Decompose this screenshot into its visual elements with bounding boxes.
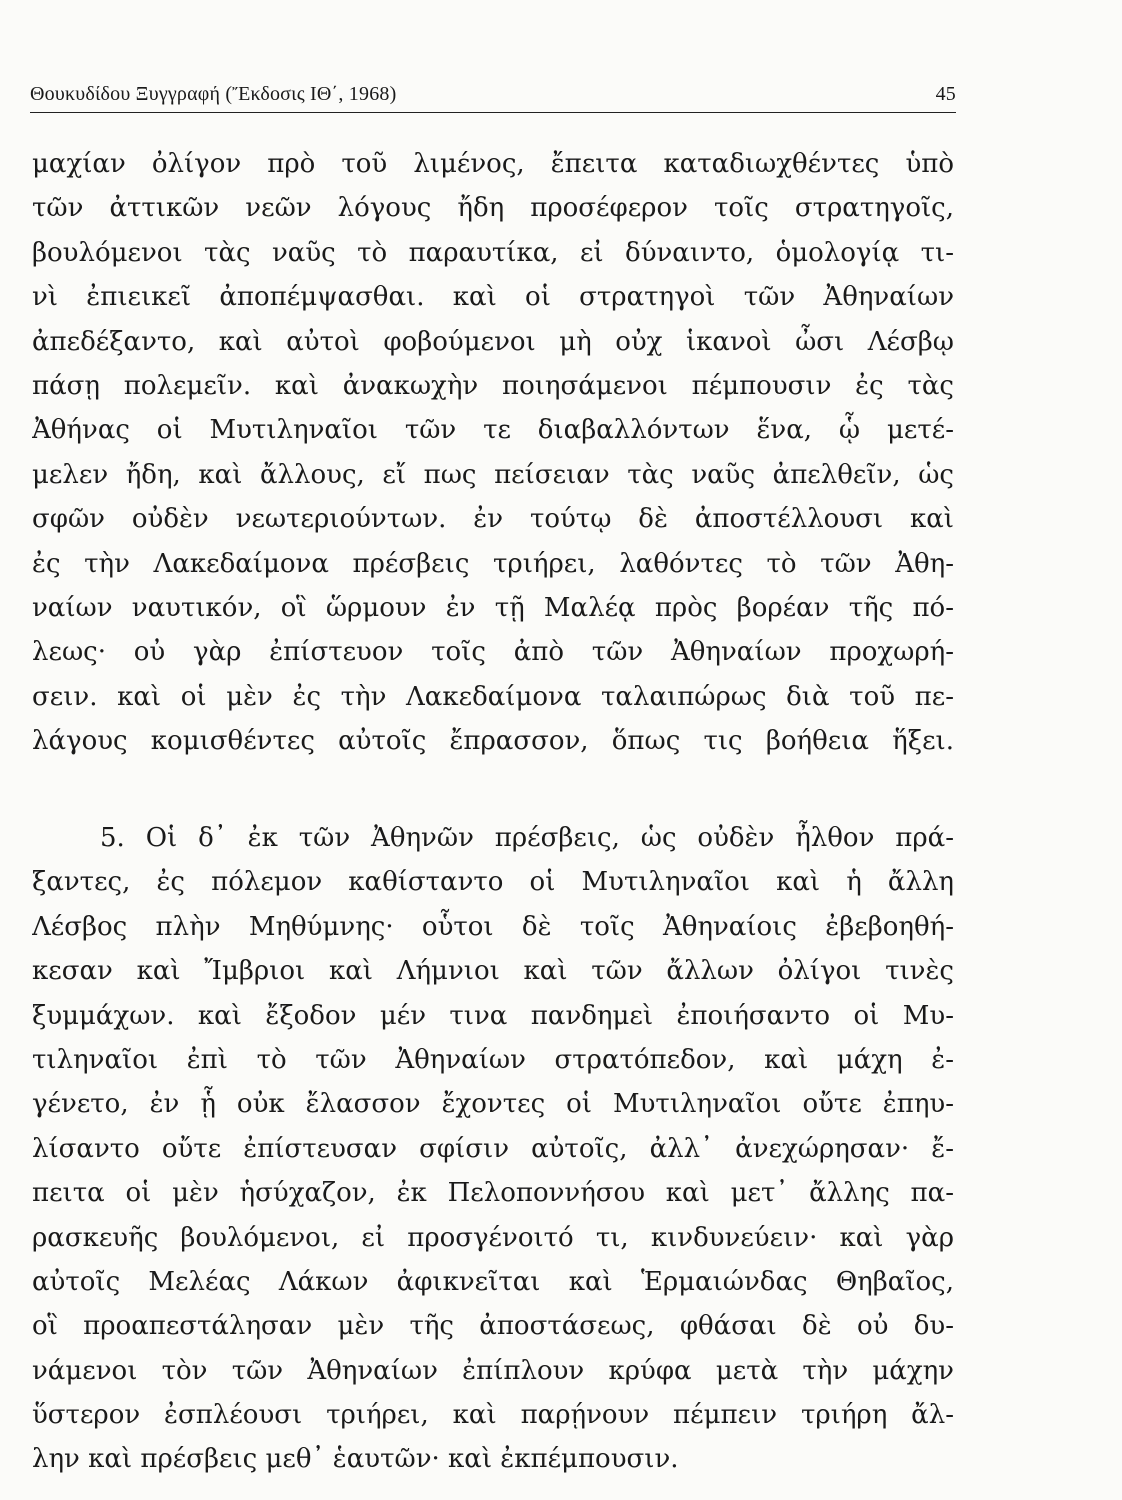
text-line: πειτα οἱ μὲν ἡσύχαζον, ἐκ Πελοποννήσου καὶ μετ᾽ ἄλλης πα- [32, 1178, 954, 1209]
text-line: ξαντες, ἐς πόλεμον καθίσταντο οἱ Μυτιληναῖοι καὶ ἡ ἄλλη [32, 867, 954, 898]
text-line: πάσῃ πολεμεῖν. καὶ ἀνακωχὴν ποιησάμενοι πέμπουσιν ἐς τὰς [32, 370, 954, 401]
text-line: ἐς τὴν Λακεδαίμονα πρέσβεις τριήρει, λαθόντες τὸ τῶν Ἀθη- [32, 548, 954, 579]
text-line: ρασκευῆς βουλόμενοι, εἰ προσγένοιτό τι, κινδυνεύειν· καὶ γὰρ [32, 1222, 954, 1253]
header-rule [30, 112, 956, 113]
text-line: μελεν ἤδη, καὶ ἄλλους, εἴ πως πείσειαν τὰς ναῦς ἀπελθεῖν, ὡς [32, 459, 954, 490]
text-line: ἀπεδέξαντο, καὶ αὐτοὶ φοβούμενοι μὴ οὐχ ἱκανοὶ ὦσι Λέσβῳ [32, 326, 954, 357]
text-line: λάγους κομισθέντες αὐτοῖς ἔπρασσον, ὅπως τις βοήθεια ἥξει. [32, 726, 954, 757]
running-header [30, 78, 956, 106]
text-line: βουλόμενοι τὰς ναῦς τὸ παραυτίκα, εἰ δύναιντο, ὁμολογίᾳ τι- [32, 237, 954, 268]
text-line: ὕστερον ἐσπλέουσι τριήρει, καὶ παρῄνουν πέμπειν τριήρη ἄλ- [32, 1400, 954, 1431]
text-line: Ἀθήνας οἱ Μυτιληναῖοι τῶν τε διαβαλλόντων ἕνα, ᾧ μετέ- [32, 415, 954, 446]
text-line-final: λην καὶ πρέσβεις μεθ᾽ ἑαυτῶν· καὶ ἐκπέμπουσιν. [32, 1444, 679, 1475]
paragraph-chapter-5 [32, 816, 954, 1482]
text-line: αὐτοῖς Μελέας Λάκων ἀφικνεῖται καὶ Ἑρμαιώνδας Θηβαῖος, [32, 1266, 954, 1297]
header-title: Θουκυδίδου Ξυγγραφή (Ἔκδοσις ΙΘ΄, 1968) [30, 83, 397, 105]
text-line: νὶ ἐπιεικεῖ ἀποπέμψασθαι. καὶ οἱ στρατηγοὶ τῶν Ἀθηναίων [32, 282, 954, 313]
paragraph-continued [32, 142, 954, 763]
text-line: τιληναῖοι ἐπὶ τὸ τῶν Ἀθηναίων στρατόπεδον, καὶ μάχη ἐ- [32, 1044, 954, 1075]
page-number: 45 [935, 83, 956, 105]
text-line-chapter-start: 5. Οἱ δ᾽ ἐκ τῶν Ἀθηνῶν πρέσβεις, ὡς οὐδὲν ἦλθον πρά- [100, 823, 954, 853]
text-line: Λέσβος πλὴν Μηθύμνης· οὗτοι δὲ τοῖς Ἀθηναίοις ἐβεβοηθή- [32, 911, 954, 942]
text-line: σφῶν οὐδὲν νεωτεριούντων. ἐν τούτῳ δὲ ἀποστέλλουσι καὶ [32, 504, 954, 535]
text-line: κεσαν καὶ Ἴμβριοι καὶ Λήμνιοι καὶ τῶν ἄλλων ὀλίγοι τινὲς [32, 956, 954, 987]
text-line: νάμενοι τὸν τῶν Ἀθηναίων ἐπίπλουν κρύφα μετὰ τὴν μάχην [32, 1355, 954, 1386]
text-line: γένετο, ἐν ᾗ οὐκ ἔλασσον ἔχοντες οἱ Μυτιληναῖοι οὔτε ἐπηυ- [32, 1089, 954, 1120]
text-line: μαχίαν ὀλίγον πρὸ τοῦ λιμένος, ἔπειτα καταδιωχθέντες ὑπὸ [32, 149, 954, 179]
text-line: σειν. καὶ οἱ μὲν ἐς τὴν Λακεδαίμονα ταλαιπώρως διὰ τοῦ πε- [32, 681, 954, 712]
text-line: λεως· οὐ γὰρ ἐπίστευον τοῖς ἀπὸ τῶν Ἀθηναίων προχωρή- [32, 637, 954, 668]
text-line: οἳ προαπεστάλησαν μὲν τῆς ἀποστάσεως, φθάσαι δὲ οὐ δυ- [32, 1311, 954, 1342]
text-line: ναίων ναυτικόν, οἳ ὥρμουν ἐν τῇ Μαλέᾳ πρὸς βορέαν τῆς πό- [32, 592, 954, 623]
text-line: ξυμμάχων. καὶ ἔξοδον μέν τινα πανδημεὶ ἐποιήσαντο οἱ Μυ- [32, 1000, 954, 1031]
text-line: τῶν ἀττικῶν νεῶν λόγους ἤδη προσέφερον τοῖς στρατηγοῖς, [32, 193, 954, 224]
text-line: λίσαντο οὔτε ἐπίστευσαν σφίσιν αὐτοῖς, ἀλλ᾽ ἀνεχώρησαν· ἔ- [32, 1133, 954, 1164]
